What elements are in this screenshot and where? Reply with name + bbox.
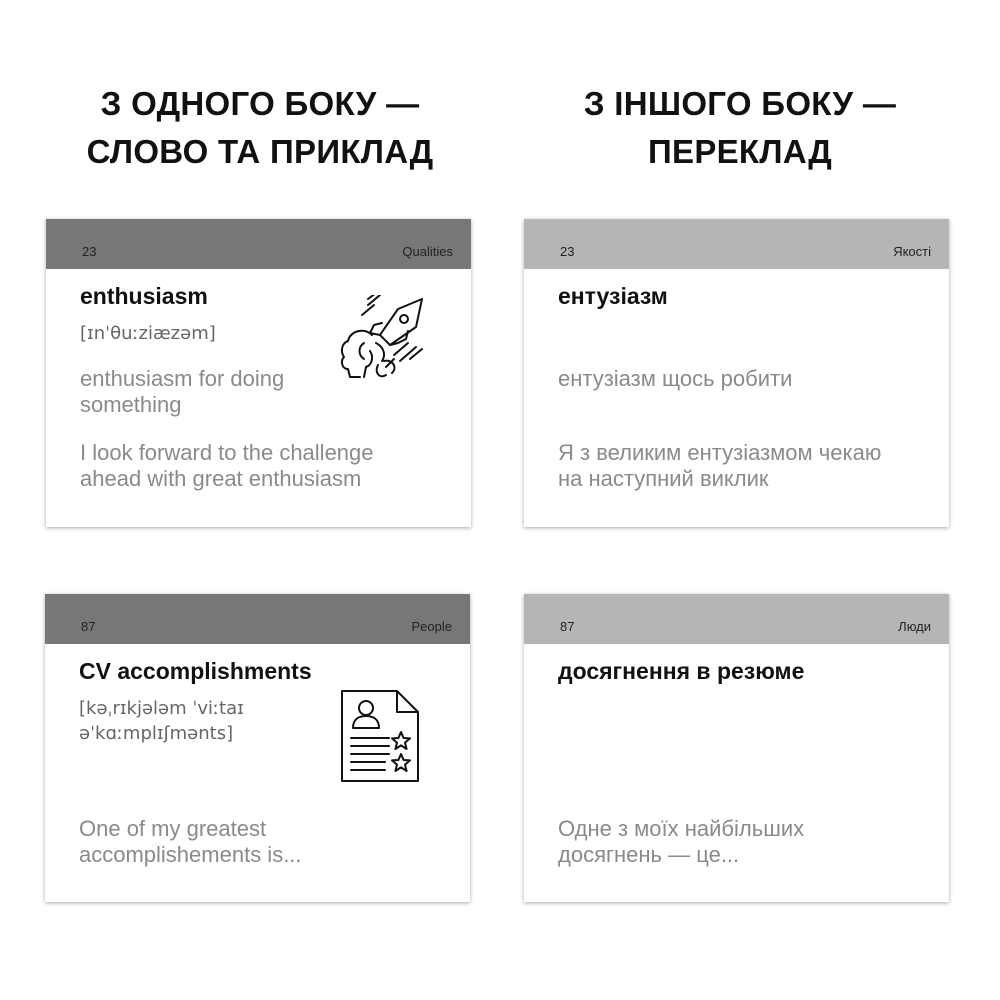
flashcard-enthusiasm-back bbox=[524, 219, 949, 527]
front-side-heading-line2: СЛОВО ТА ПРИКЛАД bbox=[86, 133, 434, 170]
card-example-line2: досягнень — це... bbox=[558, 842, 740, 867]
back-side-heading-line2: ПЕРЕКЛАД bbox=[647, 133, 832, 170]
card-example bbox=[558, 440, 948, 492]
back-side-heading-line1: З ІНШОГО БОКУ — bbox=[583, 85, 897, 122]
card-number: 23 bbox=[560, 244, 575, 259]
card-example bbox=[558, 816, 948, 868]
card-phrase-line1: ентузіазм щось робити bbox=[558, 366, 793, 391]
card-example-line1: Одне з моїх найбільших bbox=[558, 816, 805, 841]
flashcard-enthusiasm-front bbox=[46, 219, 471, 527]
card-word: досягнення в резюме bbox=[558, 658, 805, 684]
card-example-line2: ahead with great enthusiasm bbox=[80, 466, 362, 491]
card-example-line1: Я з великим ентузіазмом чекаю bbox=[558, 440, 882, 465]
card-transcription-line2: əˈkɑːmplɪʃmənts] bbox=[79, 723, 234, 744]
card-phrase-line2: something bbox=[80, 392, 182, 417]
card-example-line1: One of my greatest bbox=[79, 816, 267, 841]
flashcard-cv-accomplishments-front bbox=[45, 594, 470, 902]
card-category: People bbox=[411, 619, 452, 634]
card-number: 87 bbox=[560, 619, 575, 634]
card-example bbox=[79, 816, 469, 868]
front-side-heading-line1: З ОДНОГО БОКУ — bbox=[100, 85, 420, 122]
card-category: Люди bbox=[898, 619, 931, 634]
card-header bbox=[524, 594, 949, 644]
card-phrase bbox=[558, 366, 943, 392]
card-header bbox=[46, 219, 471, 269]
rocket-head-icon bbox=[334, 295, 430, 387]
card-transcription bbox=[79, 696, 244, 746]
card-word: ентузіазм bbox=[558, 283, 668, 309]
back-side-heading bbox=[520, 80, 960, 176]
card-number: 87 bbox=[81, 619, 96, 634]
card-header bbox=[524, 219, 949, 269]
card-header bbox=[45, 594, 470, 644]
card-transcription-line1: [kəˌrɪkjələm ˈviːtaɪ bbox=[79, 698, 244, 719]
card-example-line1: I look forward to the challenge bbox=[80, 440, 374, 465]
card-example-line2: на наступний виклик bbox=[558, 466, 769, 491]
resume-document-icon bbox=[339, 688, 421, 784]
card-number: 23 bbox=[82, 244, 97, 259]
card-word: CV accomplishments bbox=[79, 658, 312, 684]
card-phrase-line1: enthusiasm for doing bbox=[80, 366, 285, 391]
card-word: enthusiasm bbox=[80, 283, 208, 309]
flashcard-cv-accomplishments-back bbox=[524, 594, 949, 902]
card-example-line2: accomplishements is... bbox=[79, 842, 302, 867]
card-transcription: [ɪnˈθuːziæzəm] bbox=[80, 323, 216, 344]
card-example bbox=[80, 440, 470, 492]
front-side-heading bbox=[40, 80, 480, 176]
card-category: Qualities bbox=[402, 244, 453, 259]
card-category: Якості bbox=[893, 244, 931, 259]
